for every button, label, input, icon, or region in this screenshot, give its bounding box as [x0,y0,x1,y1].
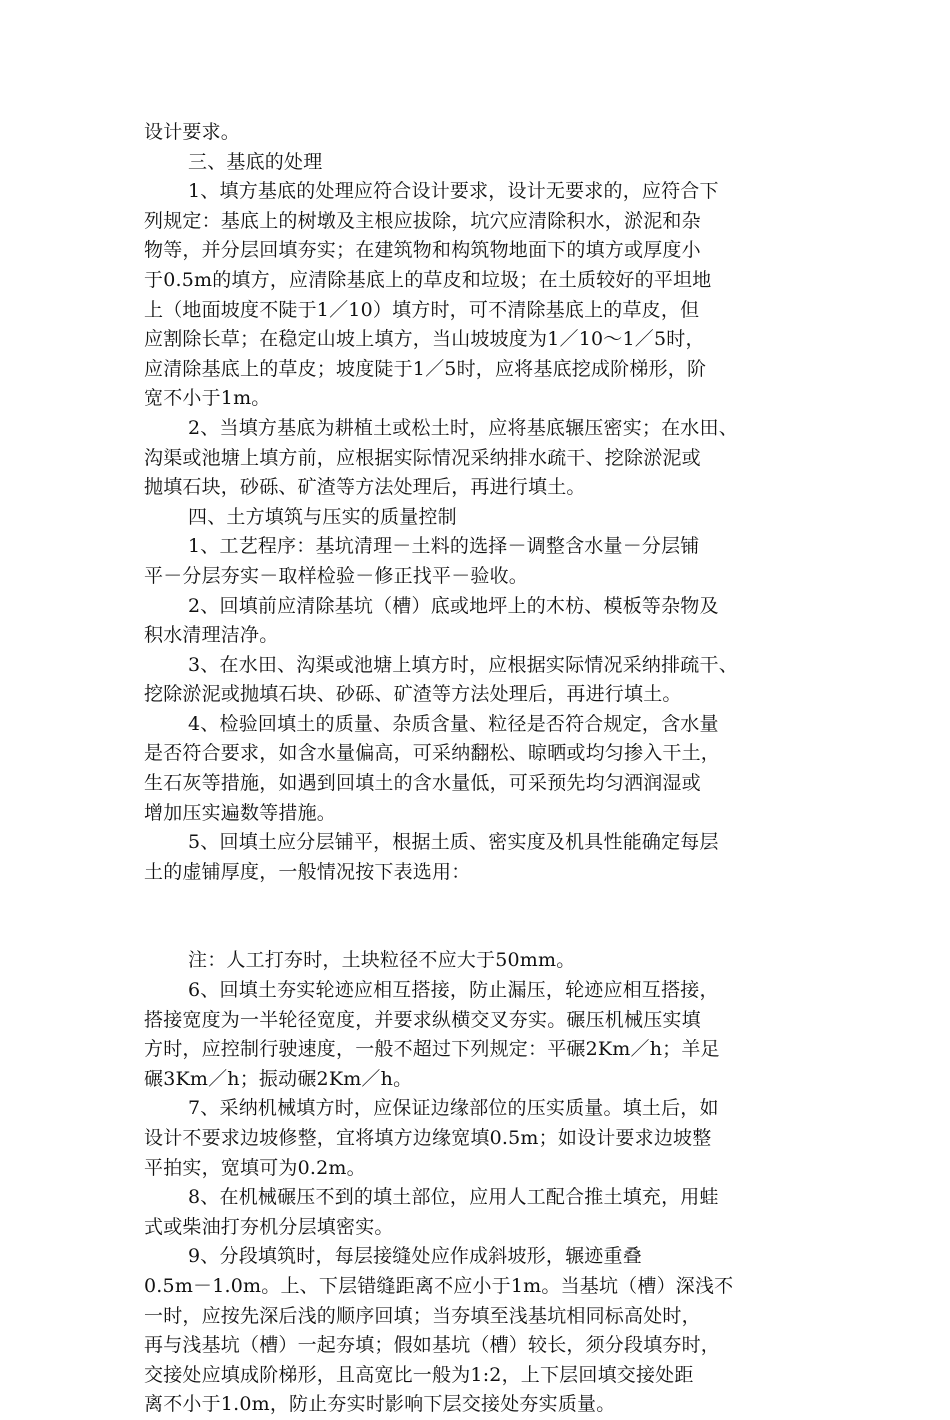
text-line: 1、填方基底的处理应符合设计要求，设计无要求的，应符合下 [188,180,719,203]
text-line: 应割除长草；在稳定山坡上填方，当山坡坡度为1／10～1／5时， [144,328,705,351]
paragraph [144,710,814,828]
paragraph [144,532,814,591]
text-line: 8、在机械碾压不到的填土部位，应用人工配合推土填充，用蛙 [188,1186,719,1209]
document-page [144,118,814,1420]
text-line: 沟渠或池塘上填方前，应根据实际情况采纳排水疏干、挖除淤泥或 [144,446,701,469]
text-line: 列规定：基底上的树墩及主根应拔除，坑穴应清除积水，淤泥和杂 [144,209,701,232]
text-line: 抛填石块，砂砾、矿渣等方法处理后，再进行填土。 [144,476,586,499]
paragraph [144,503,814,533]
text-line: 宽不小于1m。 [144,387,271,410]
text-line: 生石灰等措施，如遇到回填土的含水量低，可采预先均匀洒润湿或 [144,772,701,795]
text-line: 方时，应控制行驶速度，一般不超过下列规定：平碾2Km／h；羊足 [144,1038,720,1061]
paragraph [144,148,814,178]
text-line: 碾3Km／h；振动碾2Km／h。 [144,1067,413,1090]
paragraph [144,946,814,976]
text-line: 四、土方填筑与压实的质量控制 [188,505,457,528]
paragraph [144,118,814,148]
text-line: 2、回填前应清除基坑（槽）底或地坪上的木枋、模板等杂物及 [188,594,719,617]
paragraph [144,976,814,1094]
text-line: 土的虚铺厚度，一般情况按下表选用： [144,860,471,883]
text-line: 三、基底的处理 [188,150,323,173]
text-line: 平拍实，宽填可为0.2m。 [144,1156,366,1179]
text-line: 离不小于1.0m，防止夯实时影响下层交接处夯实质量。 [144,1393,616,1416]
text-line: 6、回填土夯实轮迹应相互搭接，防止漏压，轮迹应相互搭接， [188,979,719,1002]
text-line: 一时，应按先深后浅的顺序回填；当夯填至浅基坑相同标高处时， [144,1304,701,1327]
text-line: 积水清理洁净。 [144,624,279,647]
text-line: 平－分层夯实－取样检验－修正找平－验收。 [144,564,529,587]
text-line: 交接处应填成阶梯形，且高宽比一般为1:2，上下层回填交接处距 [144,1363,694,1386]
text-line: 0.5m－1.0m。上、下层错缝距离不应小于1m。当基坑（槽）深浅不 [144,1274,734,1297]
paragraph [144,177,814,414]
text-line: 挖除淤泥或抛填石块、砂砾、矿渣等方法处理后，再进行填土。 [144,683,682,706]
text-line: 再与浅基坑（槽）一起夯填；假如基坑（槽）较长，须分段填夯时， [144,1334,721,1357]
text-line: 7、采纳机械填方时，应保证边缘部位的压实质量。填土后，如 [188,1097,719,1120]
paragraph [144,651,814,710]
text-line: 于0.5m的填方，应清除基底上的草皮和垃圾；在土质较好的平坦地 [144,268,712,291]
text-line: 2、当填方基底为耕植土或松土时，应将基底辗压密实；在水田、 [188,416,738,439]
text-line: 3、在水田、沟渠或池塘上填方时，应根据实际情况采纳排疏干、 [188,653,738,676]
text-line: 设计要求。 [144,121,241,143]
paragraph [144,1183,814,1242]
text-line: 9、分段填筑时，每层接缝处应作成斜坡形，辗迹重叠 [188,1245,642,1268]
text-line: 搭接宽度为一半轮径宽度，并要求纵横交叉夯实。碾压机械压实填 [144,1008,701,1031]
paragraph [144,828,814,887]
paragraph [144,1094,814,1183]
table-placeholder-gap [144,887,814,946]
text-line: 设计不要求边坡修整，宜将填方边缘宽填0.5m；如设计要求边坡整 [144,1127,712,1149]
text-line: 1、工艺程序：基坑清理－土料的选择－调整含水量－分层铺 [188,535,700,558]
text-line: 是否符合要求，如含水量偏高，可采纳翻松、晾晒或均匀掺入干土， [144,742,721,765]
paragraph [144,592,814,651]
paragraph [144,414,814,503]
text-line: 增加压实遍数等措施。 [144,801,337,824]
text-line: 上（地面坡度不陡于1／10）填方时，可不清除基底上的草皮，但 [144,298,700,321]
text-line: 4、检验回填土的质量、杂质含量、粒径是否符合规定，含水量 [188,712,719,735]
text-line: 5、回填土应分层铺平，根据土质、密实度及机具性能确定每层 [188,831,719,854]
text-line: 物等，并分层回填夯实；在建筑物和构筑物地面下的填方或厚度小 [144,239,701,262]
text-line: 式或柴油打夯机分层填密实。 [144,1215,394,1238]
paragraph [144,1242,814,1420]
text-line: 注：人工打夯时，土块粒径不应大于50mm。 [188,949,576,972]
text-line: 应清除基底上的草皮；坡度陡于1／5时，应将基底挖成阶梯形，阶 [144,357,707,380]
